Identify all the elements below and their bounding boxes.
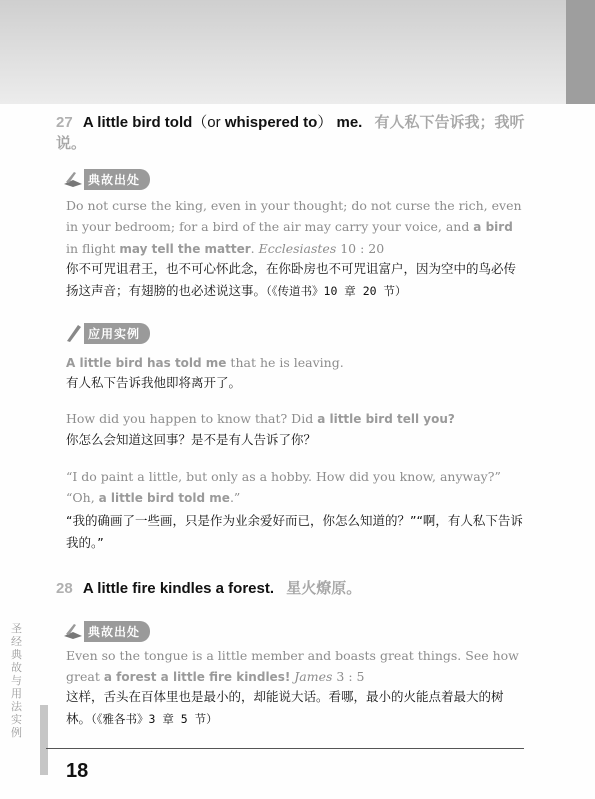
origin-tag-label: 典故出处 [84,621,150,642]
side-bar [40,705,48,775]
book-quill-icon [62,169,84,189]
side-book-title: 圣经典故与用法实例 [11,622,22,739]
example-highlight: a little bird told me [98,491,230,505]
translation-ref: （《雅各书》3 章 5 节） [91,712,218,726]
translation-text: 你不可咒诅君王，也不可心怀此念，在你卧房也不可咒诅富户，因为空中的鸟必传扬这声音；有翅膀的也必述说这事。 [66,261,517,298]
example-text: that he is leaving. [226,355,344,370]
examples-tag [62,322,150,344]
entry-phrase: A little bird told [82,114,193,131]
example-text: How did you happen to know that? Did [66,411,318,426]
origin-english-quote [66,195,528,260]
origin-tag-label: 典故出处 [84,169,150,190]
quote-highlight: a forest a little fire kindles! [103,670,291,684]
example-text: .” [229,490,241,505]
example-english [66,352,526,374]
entry-phrase-end: me. [336,114,363,131]
entry-chinese-meaning: 星火燎原。 [286,580,362,597]
quote-text: Do not curse the king, even in your thought; do not curse the rich, even in your bedroom; for a bird of the air may carry your voice, and [66,198,522,234]
origin-tag [62,168,150,190]
example-english [66,466,526,509]
entry-chinese-meaning: 有人私下告诉我；我听说。 [56,114,525,152]
scripture-ref: James [294,669,333,684]
scripture-ref-number: 10 : 20 [336,241,385,256]
examples-tag-label: 应用实例 [84,323,150,344]
example-text: “I do paint a little, but only as a hobby. How did you know, anyway?” “Oh, [66,469,501,505]
example-highlight: A little bird has told me [66,356,227,370]
example-chinese: “我的确画了一些画，只是作为业余爱好而已，你怎么知道的？”“啊，有人私下告诉我的。” [66,513,523,550]
origin-tag [62,620,150,642]
translation-text: 这样，舌头在百体里也是最小的，却能说大话。看哪，最小的火能点着最大的树林。 [66,689,504,726]
entry-27-heading [56,112,542,154]
entry-number: 27 [56,114,73,131]
quote-highlight: a bird [473,220,513,234]
example-highlight: a little bird tell you? [317,412,455,426]
scripture-ref-number: 3 : 5 [332,669,365,684]
origin-chinese-translation [66,258,526,302]
quote-highlight: may tell the matter [119,242,251,256]
footer-rule [46,748,524,749]
example-chinese: 有人私下告诉我他即将离开了。 [66,375,242,390]
origin-chinese-translation [66,686,526,730]
header-corner-block [566,0,595,104]
header-band [0,0,595,104]
entry-number: 28 [56,580,73,597]
quote-text: Even so the tongue is a little member and boasts great things. See how great [66,648,519,684]
entry-phrase-paren-close: ） [317,114,337,131]
entry-phrase-paren: （or [192,114,225,131]
book-quill-icon [62,621,84,641]
entry-28-heading [56,578,542,599]
example-chinese: 你怎么会知道这回事？是不是有人告诉了你？ [66,432,317,447]
quote-text: . [250,241,259,256]
scripture-ref: Ecclesiastes [258,241,337,256]
pen-icon [62,323,84,343]
example-english [66,408,526,430]
translation-ref: （《传道书》10 章 20 节） [266,284,407,298]
origin-english-quote [66,645,528,688]
entry-phrase-variant: whispered to [224,114,318,131]
entry-phrase: A little fire kindles a forest. [82,580,275,597]
page-number: 18 [66,760,89,782]
quote-text: in flight [66,241,120,256]
